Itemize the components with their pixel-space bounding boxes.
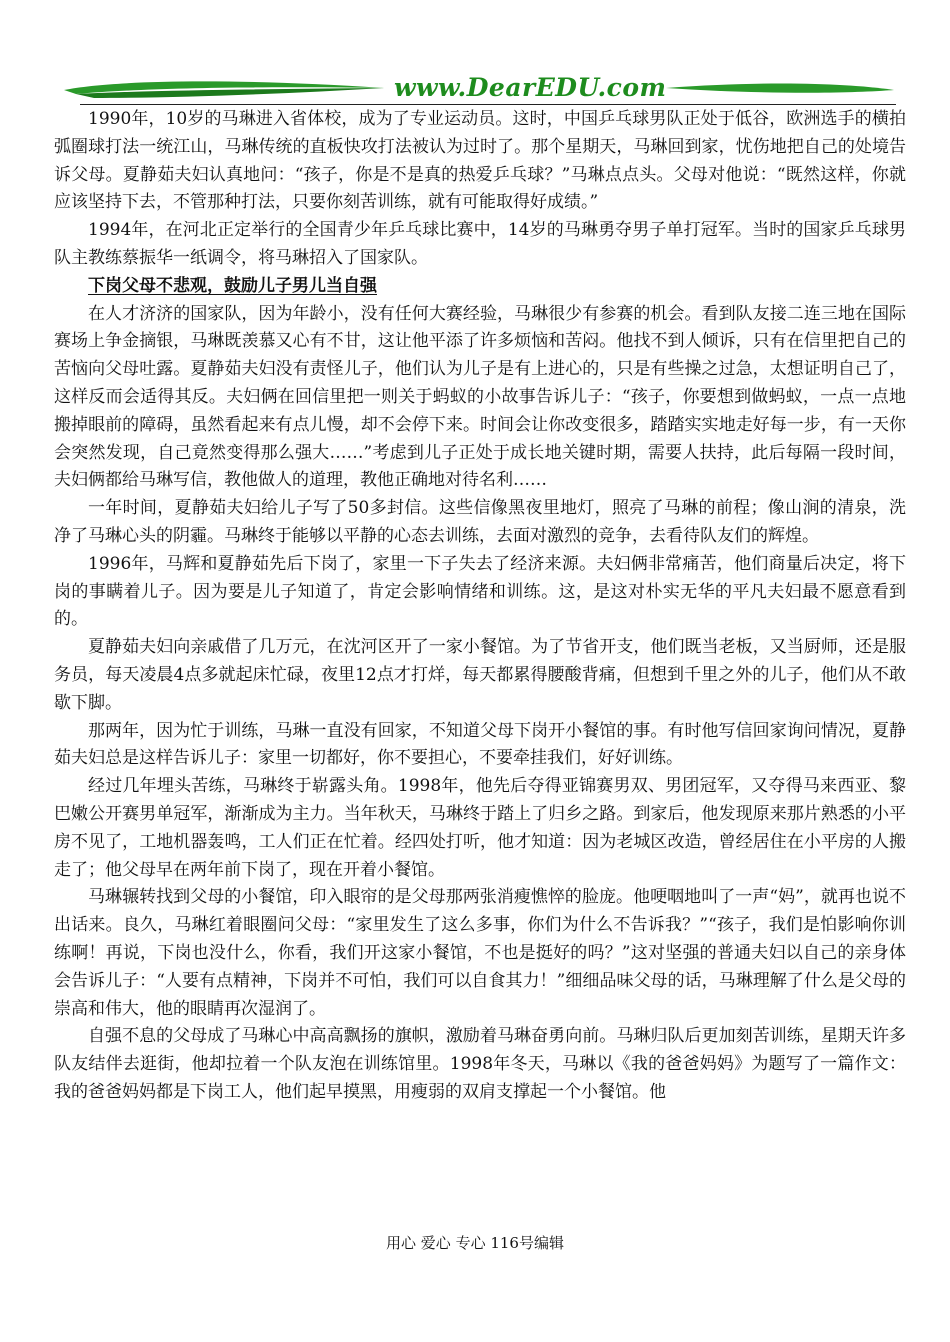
paragraph: 自强不息的父母成了马琳心中高高飘扬的旗帜，激励着马琳奋勇向前。马琳归队后更加刻苦训练，星期天许多队友结伴去逛街，他却拉着一个队友泡在训练馆里。1998年冬天，马琳以《我的爸爸妈妈》为题写了一篇作文：我的爸爸妈妈都是下岗工人，他们起早摸黑，用瘦弱的双肩支撑起一个小餐馆。他 <box>54 1026 906 1102</box>
right-swoosh-icon <box>666 84 894 93</box>
paragraph: 夏静茹夫妇向亲戚借了几万元，在沈河区开了一家小餐馆。为了节省开支，他们既当老板，又当厨师，还是服务员，每天凌晨4点多就起床忙碌，夜里12点才打烊，每天都累得腰酸背痛，但想到千里之外的儿子，他们从不敢歇下脚。 <box>54 637 906 713</box>
paragraph: 1994年，在河北正定举行的全国青少年乒乓球比赛中，14岁的马琳勇夺男子单打冠军。当时的国家乒乓球男队主教练蔡振华一纸调令，将马琳招入了国家队。 <box>54 220 906 268</box>
paragraph: 那两年，因为忙于训练，马琳一直没有回家，不知道父母下岗开小餐馆的事。有时他写信回家询问情况，夏静茹夫妇总是这样告诉儿子：家里一切都好，你不要担心，不要牵挂我们，好好训练。 <box>54 720 906 769</box>
article-body <box>54 106 906 1107</box>
page-footer: 用心 爱心 专心 116号编辑 <box>386 1234 564 1252</box>
section-heading <box>54 273 906 301</box>
paragraph: 1996年，马辉和夏静茹先后下岗了，家里一下子失去了经济来源。夫妇俩非常痛苦，他们商量后决定，将下岗的事瞒着儿子。因为要是儿子知道了，肯定会影响情绪和训练。这，是这对朴实无华的平凡夫妇最不愿意看到的。 <box>54 553 906 630</box>
header-divider <box>80 104 896 105</box>
paragraph: 一年时间，夏静茹夫妇给儿子写了50多封信。这些信像黑夜里地灯，照亮了马琳的前程；像山涧的清泉，洗净了马琳心头的阴霾。马琳终于能够以平静的心态去训练，去面对激烈的竞争，去看待队友们的辉煌。 <box>54 498 906 546</box>
site-header <box>54 74 904 106</box>
paragraph: 在人才济济的国家队，因为年龄小，没有任何大赛经验，马琳很少有参赛的机会。看到队友接二连三地在国际赛场上争金摘银，马琳既羡慕又心有不甘，这让他平添了许多烦恼和苦闷。他找不到人倾诉，只有在信里把自己的苦恼向父母吐露。夏静茹夫妇没有责怪儿子，他们认为儿子是有上进心的，只是有些操之过急，太想证明自己了，这样反而会适得其反。夫妇俩在回信里把一则关于蚂蚁的小故事告诉儿子：“孩子，你要想到做蚂蚁，一点一点地搬掉眼前的障碍，虽然看起来有点儿慢，却不会停下来。时间会让你改变很多，踏踏实实地走好每一步，有一天你会突然发现，自己竟然变得那么强大……”考虑到儿子正处于成长地关键时期，需要人扶持，此后每隔一段时间，夫妇俩都给马琳写信，教他做人的道理，教他正确地对待名利…… <box>54 303 906 491</box>
paragraph: 马琳辗转找到父母的小餐馆，印入眼帘的是父母那两张消瘦憔悴的脸庞。他哽咽地叫了一声“妈”，就再也说不出话来。良久，马琳红着眼圈问父母：“家里发生了这么多事，你们为什么不告诉我？”“孩子，我们是怕影响你训练啊！再说，下岗也没什么，你看，我们开这家小餐馆，不也是挺好的吗？”这对坚强的普通夫妇以自己的亲身体会告诉儿子：“人要有点精神，下岗并不可怕，我们可以自食其力！”细细品味父母的话，马琳理解了什么是父母的崇高和伟大，他的眼睛再次湿润了。 <box>54 887 906 1019</box>
section-heading-text: 下岗父母不悲观，鼓励儿子男儿当自强 <box>88 275 377 296</box>
paragraph: 1990年，10岁的马琳进入省体校，成为了专业运动员。这时，中国乒乓球男队正处于低谷，欧洲选手的横拍弧圈球打法一统江山，马琳传统的直板快攻打法被认为过时了。那个星期天，马琳回到家，忧伤地把自己的处境告诉父母。夏静茹夫妇认真地问：“孩子，你是不是真的热爱乒乓球？”马琳点点头。父母对他说：“既然这样，你就应该坚持下去，不管那种打法，只要你刻苦训练，就有可能取得好成绩。” <box>54 109 906 213</box>
site-logo-text[interactable]: www.DearEDU.com <box>394 73 667 102</box>
paragraph: 经过几年埋头苦练，马琳终于崭露头角。1998年，他先后夺得亚锦赛男双、男团冠军，又夺得马来西亚、黎巴嫩公开赛男单冠军，渐渐成为主力。当年秋天，马琳终于踏上了归乡之路。到家后，他发现原来那片熟悉的小平房不见了，工地机器轰鸣，工人们正在忙着。经四处打听，他才知道：因为老城区改造，曾经居住在小平房的人搬走了；他父母早在两年前下岗了，现在开着小餐馆。 <box>54 776 906 880</box>
